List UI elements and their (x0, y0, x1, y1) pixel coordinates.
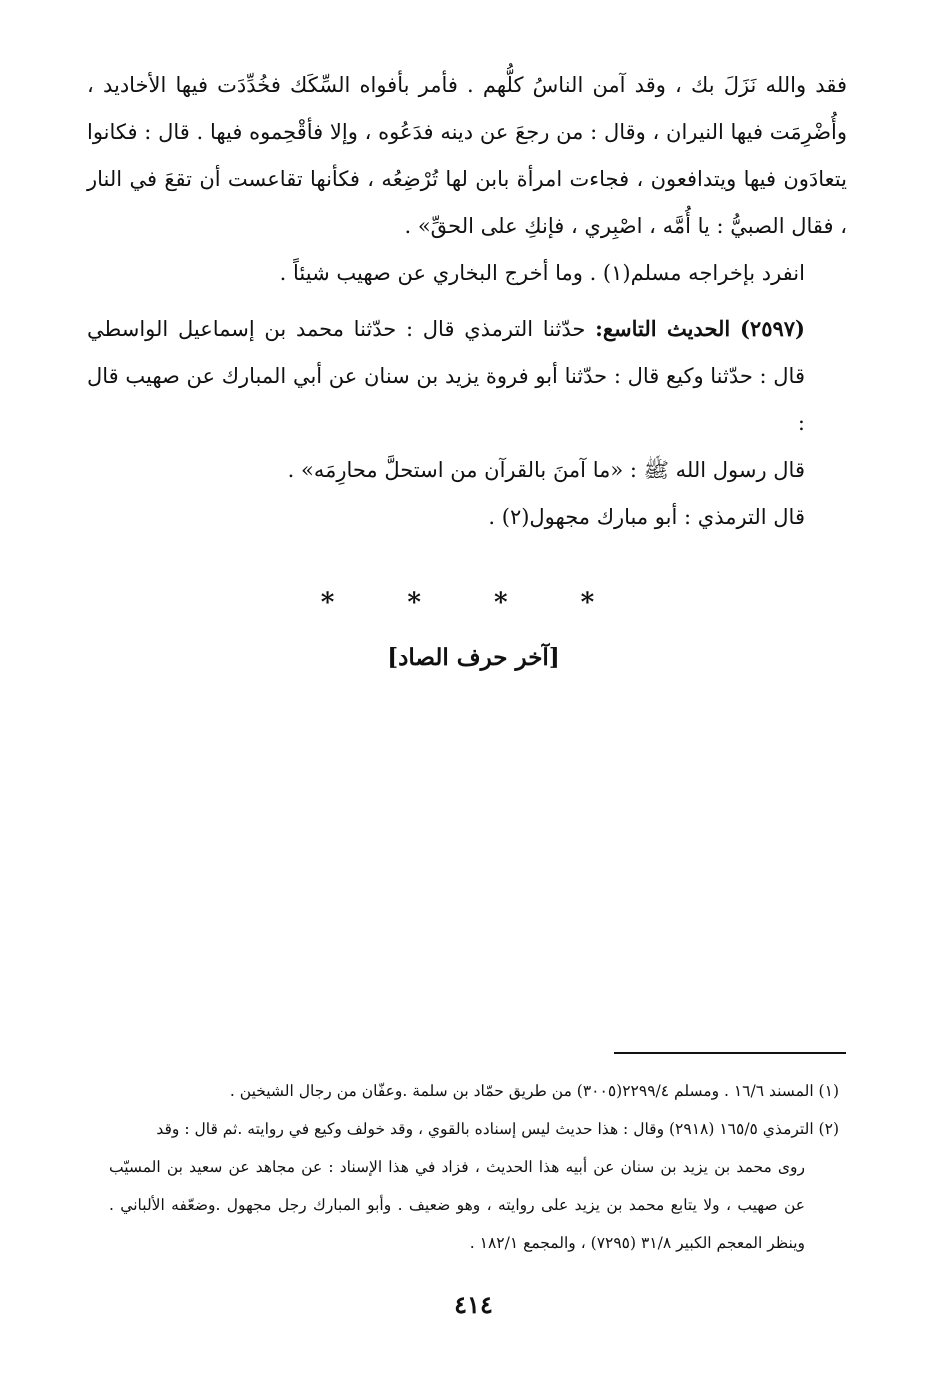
footnote-divider (614, 1052, 846, 1054)
hadith-matn-paragraph: قال رسول الله ﷺ : «ما آمنَ بالقرآن من استحلَّ محارِمَه» . (287, 458, 805, 482)
main-text (87, 62, 847, 541)
section-end-heading: [آخر حرف الصاد] (387, 644, 560, 671)
footnote-1: (١) المسند ١٦/٦ . ومسلم ٢٢٩٩/٤(٣٠٠٥) من طريق حمّاد بن سلمة .وعفّان من رجال الشيخين . (229, 1082, 839, 1100)
hadith-isnad-paragraph (87, 305, 847, 447)
hadith-narrative-paragraph: فقد والله نَزَلَ بك ، وقد آمن الناسُ كلُّهم . فأمر بأفواه السِّكَك فخُدِّدَت فيها الأخاديد ، وأُضْرِمَت فيها النيران ، وقال : من رجعَ عن دينه فدَعُوه ، وإلا فأقْحِموه فيها . قال : فكانوا يتعادَون فيها ويتدافعون ، فجاءت امرأة بابن لها تُرْضِعُه ، فكأنها تقاعست أن تقعَ في النار ، فقال الصبيُّ : يا أُمَّه ، اصْبِري ، فإنكِ على الحقِّ» . (87, 73, 847, 238)
tirmidhi-comment-paragraph: قال الترمذي : أبو مبارك مجهول(٢) . (488, 505, 805, 529)
hadith-title: الحديث التاسع: (595, 316, 731, 341)
hadith-number: (٢٥٩٧) (739, 316, 805, 341)
page-number: ٤١٤ (454, 1290, 493, 1319)
takhrij-note-paragraph: انفرد بإخراجه مسلم(١) . وما أخرج البخاري عن صهيب شيئاً . (279, 261, 805, 285)
footnotes (109, 1072, 839, 1262)
hadith-isnad-text: حدّثنا الترمذي قال : حدّثنا محمد بن إسماعيل الواسطي قال : حدّثنا وكيع قال : حدّثنا أبو فروة يزيد بن سنان عن أبي المبارك عن صهيب قال : (87, 317, 805, 435)
footnote-2-first-line: (٢) الترمذي ١٦٥/٥ (٢٩١٨) وقال : هذا حديث ليس إسناده بالقوي ، وقد خولف وكيع في روايته .ثم قال : وقد (156, 1120, 839, 1138)
section-separator-stars: * * * * (320, 588, 627, 618)
footnote-2-continuation: روى محمد بن يزيد بن سنان عن أبيه هذا الحديث ، فزاد في هذا الإسناد : عن مجاهد عن سعيد بن المسيّب عن صهيب ، ولا يتابع محمد بن يزيد على روايته ، وهو ضعيف . وأبو المبارك رجل مجهول .وضعّفه الألباني . وينظر المعجم الكبير ٣١/٨ (٧٢٩٥) ، والمجمع ١٨٢/١ . (109, 1158, 806, 1252)
